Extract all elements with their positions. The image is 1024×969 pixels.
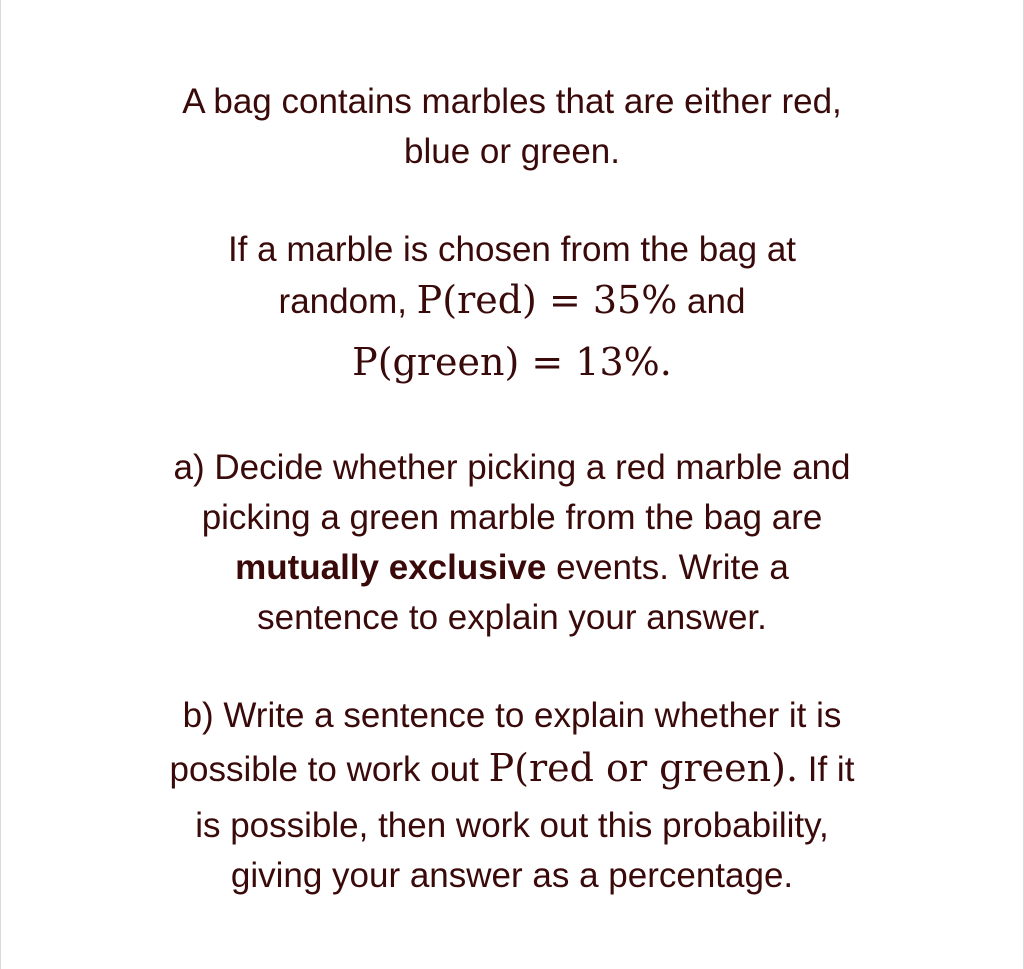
- given-line-3: [0, 340, 1024, 386]
- intro-line-1: A bag contains marbles that are either red,: [182, 82, 842, 121]
- part-a-line-2: picking a green marble from the bag are: [201, 498, 823, 537]
- part-a-line-3: [0, 546, 1024, 590]
- intro-line-2: blue or green.: [404, 132, 620, 171]
- part-b-line-2-suffix: If it: [798, 750, 855, 789]
- p-red-expression: P(red) = 35%: [416, 278, 678, 322]
- part-a-line-1: a) Decide whether picking a red marble and: [173, 448, 851, 487]
- given-line-2-prefix: random,: [278, 282, 417, 321]
- given-line-2-suffix: and: [677, 282, 746, 321]
- given-line-1: If a marble is chosen from the bag at: [227, 230, 797, 269]
- given-line-2: [0, 278, 1024, 324]
- p-green-expression: P(green) = 13%.: [352, 340, 672, 384]
- part-b-line-4: giving your answer as a percentage.: [230, 856, 794, 895]
- part-a-line-4: sentence to explain your answer.: [257, 598, 767, 637]
- mutually-exclusive-term: mutually exclusive: [235, 548, 547, 587]
- part-b-line-2: [0, 746, 1024, 792]
- part-b-line-1: b) Write a sentence to explain whether it is: [182, 696, 842, 735]
- p-red-or-green-expression: P(red or green).: [488, 746, 799, 790]
- part-a-line-3-rest: events. Write a: [546, 548, 789, 587]
- part-b-line-2-prefix: possible to work out: [169, 750, 489, 789]
- part-b-line-3: is possible, then work out this probability,: [195, 806, 829, 845]
